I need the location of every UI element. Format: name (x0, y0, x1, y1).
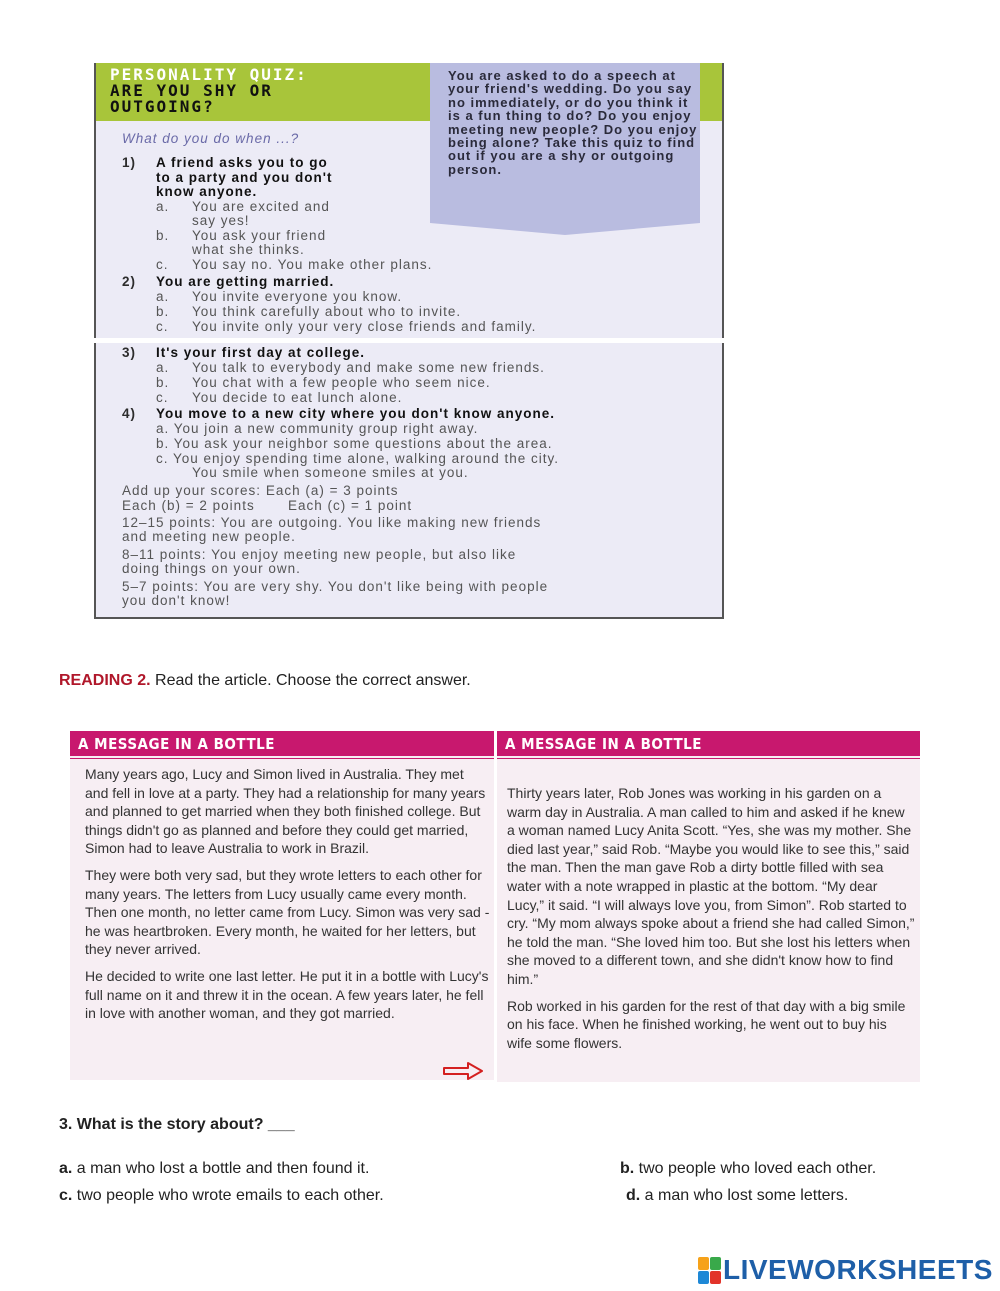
personality-quiz-top (94, 63, 724, 338)
quiz-result-mixed: doing things on your own. (122, 561, 301, 576)
quiz-result-shy: you don't know! (122, 593, 231, 608)
quiz-q1-text: A friend asks you to go (156, 155, 328, 170)
answer-text: two people who loved each other. (634, 1160, 877, 1177)
quiz-option-letter: a. (156, 199, 170, 214)
quiz-q1-option-b: You ask your friend (192, 228, 327, 243)
answer-letter: c. (59, 1187, 73, 1204)
quiz-q1-option-c: You say no. You make other plans. (192, 257, 433, 272)
personality-quiz-bottom (94, 343, 724, 619)
next-arrow-icon[interactable] (442, 1062, 484, 1080)
article-title: A MESSAGE IN A BOTTLE (505, 735, 702, 753)
answer-option-a[interactable] (59, 1160, 369, 1178)
article-paragraph: Many years ago, Lucy and Simon lived in Australia. They met and fell in love at a party. They had a relationship for many years and planned to get married when they both finished college. But things didn't go as planned and before they could get married, Simon had to leave Australia to work in Brazil. (85, 766, 486, 857)
article-paragraph: Rob worked in his garden for the rest of that day with a big smile on his face. When he finished working, he went out to buy his wife some flowers. (507, 997, 906, 1051)
quiz-intro-text: You are asked to do a speech at your friend's wedding. Do you say no immediately, or do you think it is a fun thing to do? Do you enjoy meeting new people? Do you enjoy being alone? Take this quiz to find out if you are a shy or outgoing person. (448, 68, 698, 177)
quiz-q2-text: You are getting married. (156, 274, 335, 289)
quiz-q2-option-a: You invite everyone you know. (192, 289, 403, 304)
answer-letter: a. (59, 1160, 73, 1177)
quiz-title (110, 67, 308, 115)
quiz-q2-option-b: You think carefully about who to invite. (192, 304, 462, 319)
answer-option-d[interactable] (626, 1187, 848, 1205)
quiz-q3-number: 3) (122, 345, 137, 360)
quiz-option-letter: c. (156, 390, 169, 405)
quiz-green-edge (700, 63, 724, 121)
quiz-q1-number: 1) (122, 155, 137, 170)
quiz-result-shy: 5–7 points: You are very shy. You don't like being with people (122, 579, 549, 594)
quiz-q1-text: know anyone. (156, 184, 258, 199)
quiz-q3-option-a: You talk to everybody and make some new friends. (192, 360, 545, 375)
quiz-result-outgoing: and meeting new people. (122, 529, 296, 544)
quiz-intro-panel (430, 63, 700, 223)
quiz-q4-option-c: c. You enjoy spending time alone, walking around the city. (156, 451, 559, 466)
quiz-q1-option-b: what she thinks. (192, 242, 305, 257)
reading-instruction (59, 672, 471, 690)
logo-block-icon (698, 1257, 709, 1270)
quiz-q2-number: 2) (122, 274, 137, 289)
logo-text: LIVEWORKSHEETS (723, 1254, 993, 1285)
quiz-title-line2: ARE YOU SHY OR (110, 81, 273, 100)
answer-text: a man who lost some letters. (640, 1187, 849, 1204)
quiz-option-letter: a. (156, 289, 170, 304)
quiz-option-letter: a. (156, 360, 170, 375)
answer-letter: d. (626, 1187, 641, 1204)
article-right-column (497, 731, 920, 1082)
logo-block-icon (698, 1271, 709, 1284)
reading-label: READING 2. (59, 672, 151, 689)
article-paragraph: They were both very sad, but they wrote letters to each other for many years. The letters from Lucy usually came every month. Then one month, no letter came from Lucy. Simon was very sad - he was heartbroken. Every month, he waited for her letters, but they never arrived. (85, 866, 490, 958)
article-left-column (70, 731, 494, 1080)
quiz-q4-option-a: a. You join a new community group right away. (156, 421, 479, 436)
quiz-option-letter: b. (156, 304, 170, 319)
quiz-option-letter: b. (156, 375, 170, 390)
quiz-result-outgoing: 12–15 points: You are outgoing. You like making new friends (122, 515, 542, 530)
quiz-q3-option-c: You decide to eat lunch alone. (192, 390, 403, 405)
quiz-q1-option-a: You are excited and (192, 199, 330, 214)
logo-block-icon (710, 1271, 721, 1284)
quiz-q4-option-b: b. You ask your neighbor some questions about the area. (156, 436, 553, 451)
liveworksheets-logo (698, 1253, 993, 1287)
quiz-q4-option-c: You smile when someone smiles at you. (192, 465, 469, 480)
answer-letter: b. (620, 1160, 635, 1177)
logo-block-icon (710, 1257, 721, 1270)
answer-option-c[interactable] (59, 1187, 384, 1205)
quiz-q4-text: You move to a new city where you don't know anyone. (156, 406, 556, 421)
quiz-q4-number: 4) (122, 406, 137, 421)
quiz-q3-text: It's your first day at college. (156, 345, 366, 360)
answer-option-b[interactable] (620, 1160, 876, 1178)
quiz-title-line3: OUTGOING? (110, 97, 215, 116)
quiz-option-letter: c. (156, 319, 169, 334)
quiz-q2-option-c: You invite only your very close friends and family. (192, 319, 537, 334)
quiz-q1-text: to a party and you don't (156, 170, 333, 185)
article-left-text (85, 765, 490, 1031)
article-title: A MESSAGE IN A BOTTLE (78, 735, 275, 753)
answer-text: two people who wrote emails to each other. (72, 1187, 384, 1204)
answer-text: a man who lost a bottle and then found it. (72, 1160, 370, 1177)
quiz-title-line1: PERSONALITY QUIZ: (110, 65, 308, 84)
article-right-text (507, 784, 915, 1060)
quiz-option-letter: c. (156, 257, 169, 272)
question-3-prompt: 3. What is the story about? ___ (59, 1116, 295, 1133)
article-title-rule (70, 758, 494, 759)
quiz-intro-tail (430, 223, 700, 235)
quiz-option-letter: b. (156, 228, 170, 243)
quiz-score-rule: Add up your scores: Each (a) = 3 points (122, 483, 399, 498)
reading-instruction-text: Read the article. Choose the correct answer. (155, 672, 471, 689)
article-paragraph: Thirty years later, Rob Jones was working in his garden on a warm day in Australia. A man called to him and asked if he knew a woman named Lucy Anita Scott. “Yes, she was my mother. She died last year,” said Rob. “Maybe you would like to see this,” said the man. Then the man gave Rob a dirty bottle filled with sea water with a note wrapped in plastic at the bottom. “My dear Lucy,” it said. “I will always love you, from Simon”. Rob started to cry. “My mom always spoke about a friend she had called Simon,” he told the man. “She loved him too. But she lost his letters when she moved to a different town, and she didn't know how to find him.” (507, 785, 915, 987)
quiz-q3-option-b: You chat with a few people who seem nice. (192, 375, 491, 390)
article-title-bar (70, 731, 494, 756)
quiz-subtitle: What do you do when ...? (122, 131, 300, 146)
quiz-result-mixed: 8–11 points: You enjoy meeting new people, but also like (122, 547, 517, 562)
quiz-q1-option-a: say yes! (192, 213, 250, 228)
logo-mark-icon (698, 1257, 720, 1283)
quiz-title-panel (96, 63, 430, 121)
quiz-score-rule: Each (b) = 2 points Each (c) = 1 point (122, 498, 413, 513)
article-title-bar (497, 731, 920, 756)
article-title-rule (497, 758, 920, 759)
article-paragraph: He decided to write one last letter. He put it in a bottle with Lucy's full name on it and threw it in the ocean. A few years later, he fell in love with another woman, and they got married. (85, 967, 489, 1022)
